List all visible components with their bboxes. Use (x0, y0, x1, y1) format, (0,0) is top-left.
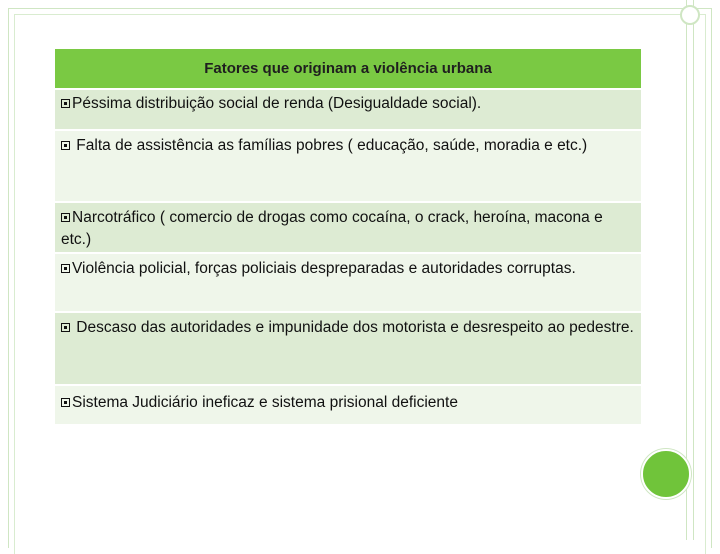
table-cell (55, 202, 641, 253)
decorative-green-circle-icon (641, 449, 691, 499)
table-row (55, 89, 641, 130)
table-row (55, 385, 641, 425)
checkbox-bullet-icon (61, 99, 70, 108)
table-cell (55, 312, 641, 385)
row-text: Falta de assistência as famílias pobres ( educação, saúde, moradia e etc.) (72, 137, 588, 154)
table-cell (55, 130, 641, 202)
row-text: Narcotráfico ( comercio de drogas como cocaína, o crack, heroína, macona e etc.) (61, 209, 603, 248)
checkbox-bullet-icon (61, 398, 70, 407)
table-cell (55, 253, 641, 312)
decorative-vertical-line (693, 0, 694, 540)
table-row (55, 130, 641, 202)
checkbox-bullet-icon (61, 264, 70, 273)
decorative-circle-icon (680, 5, 700, 25)
table-row (55, 312, 641, 385)
row-text: Violência policial, forças policiais despreparadas e autoridades corruptas. (72, 260, 576, 277)
row-text: Sistema Judiciário ineficaz e sistema prisional deficiente (72, 394, 458, 411)
table-cell (55, 89, 641, 130)
row-text: Descaso das autoridades e impunidade dos motorista e desrespeito ao pedestre. (72, 319, 634, 336)
checkbox-bullet-icon (61, 141, 70, 150)
table-cell (55, 385, 641, 425)
checkbox-bullet-icon (61, 213, 70, 222)
table-row (55, 202, 641, 253)
table-row (55, 253, 641, 312)
row-text: Péssima distribuição social de renda (Desigualdade social). (72, 95, 482, 112)
factors-table (55, 49, 641, 426)
table-header-row (55, 49, 641, 89)
checkbox-bullet-icon (61, 323, 70, 332)
table-header: Fatores que originam a violência urbana (55, 49, 641, 89)
